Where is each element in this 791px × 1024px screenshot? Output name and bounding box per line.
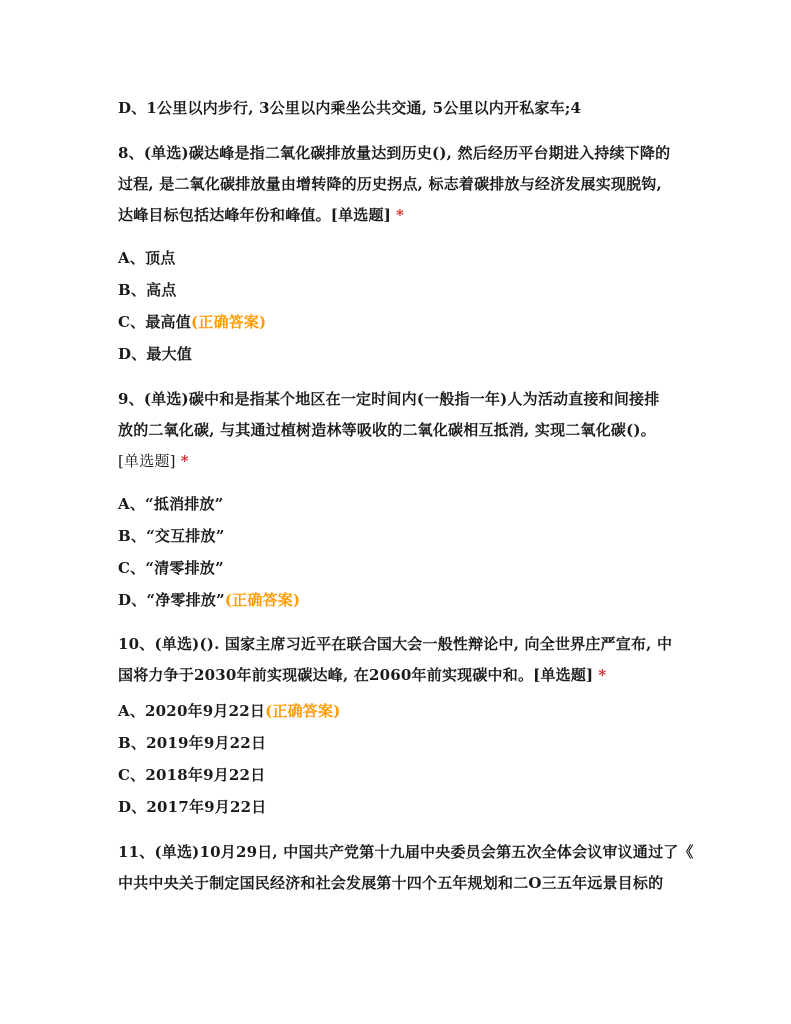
q8-option-a[interactable]: A、顶点	[118, 249, 176, 267]
q9-option-a[interactable]: A、“抵消排放”	[118, 495, 224, 513]
q10-stem-line-2	[118, 665, 606, 685]
q10-correct-answer-tag: (正确答案)	[265, 702, 341, 720]
q8-option-c[interactable]	[118, 312, 266, 332]
q9-option-b[interactable]: B、“交互排放”	[118, 527, 225, 545]
q7-option-d: D、1公里以内步行, 3公里以内乘坐公共交通, 5公里以内开私家车;4	[118, 99, 582, 117]
q9-option-d[interactable]	[118, 590, 300, 610]
q11-stem-line-1: 11、(单选)10月29日, 中国共产党第十九届中央委员会第五次全体会议审议通过了《	[118, 843, 694, 861]
q11-stem-line-2: 中共中央关于制定国民经济和社会发展第十四个五年规划和二O三五年远景目标的	[118, 874, 664, 892]
q9-correct-answer-tag: (正确答案)	[224, 591, 301, 609]
q8-stem-line-3	[118, 205, 404, 225]
q10-option-d[interactable]: D、2017年9月22日	[118, 798, 267, 816]
q10-option-a[interactable]	[118, 701, 341, 721]
q9-stem-line-1: 9、(单选)碳中和是指某个地区在一定时间内(一般指一年)人为活动直接和间接排	[118, 390, 660, 408]
q8-stem-line-2: 过程, 是二氧化碳排放量由增转降的历史拐点, 标志着碳排放与经济发展实现脱钩,	[118, 175, 662, 193]
q9-option-c[interactable]: C、“清零排放”	[118, 559, 224, 577]
q8-option-d[interactable]: D、最大值	[118, 345, 193, 363]
q9-stem-text: [单选题]	[118, 452, 176, 470]
q10-stem-line-1: 10、(单选)(). 国家主席习近平在联合国大会一般性辩论中, 向全世界庄严宣布, 中	[118, 635, 673, 653]
q8-stem-text: 达峰目标包括达峰年份和峰值。[单选题]	[118, 206, 391, 224]
q10-stem-text: 国将力争于2030年前实现碳达峰, 在2060年前实现碳中和。[单选题]	[118, 666, 594, 684]
q10-required-mark: *	[598, 666, 607, 684]
q8-correct-answer-tag: (正确答案)	[190, 313, 267, 331]
q10-option-b[interactable]: B、2019年9月22日	[118, 734, 267, 752]
q8-stem-line-1: 8、(单选)碳达峰是指二氧化碳排放量达到历史(), 然后经历平台期进入持续下降的	[118, 144, 671, 162]
q8-option-c-text: C、最高值	[118, 313, 191, 331]
q9-stem-line-2: 放的二氧化碳, 与其通过植树造林等吸收的二氧化碳相互抵消, 实现二氧化碳()。	[118, 421, 656, 439]
q10-option-a-text: A、2020年9月22日	[118, 702, 266, 720]
q9-option-d-text: D、“净零排放”	[118, 591, 225, 609]
q9-required-mark: *	[180, 452, 189, 470]
q9-stem-line-3	[118, 451, 189, 471]
q8-option-b[interactable]: B、高点	[118, 281, 177, 299]
q8-required-mark: *	[395, 206, 405, 224]
q10-option-c[interactable]: C、2018年9月22日	[118, 766, 266, 784]
